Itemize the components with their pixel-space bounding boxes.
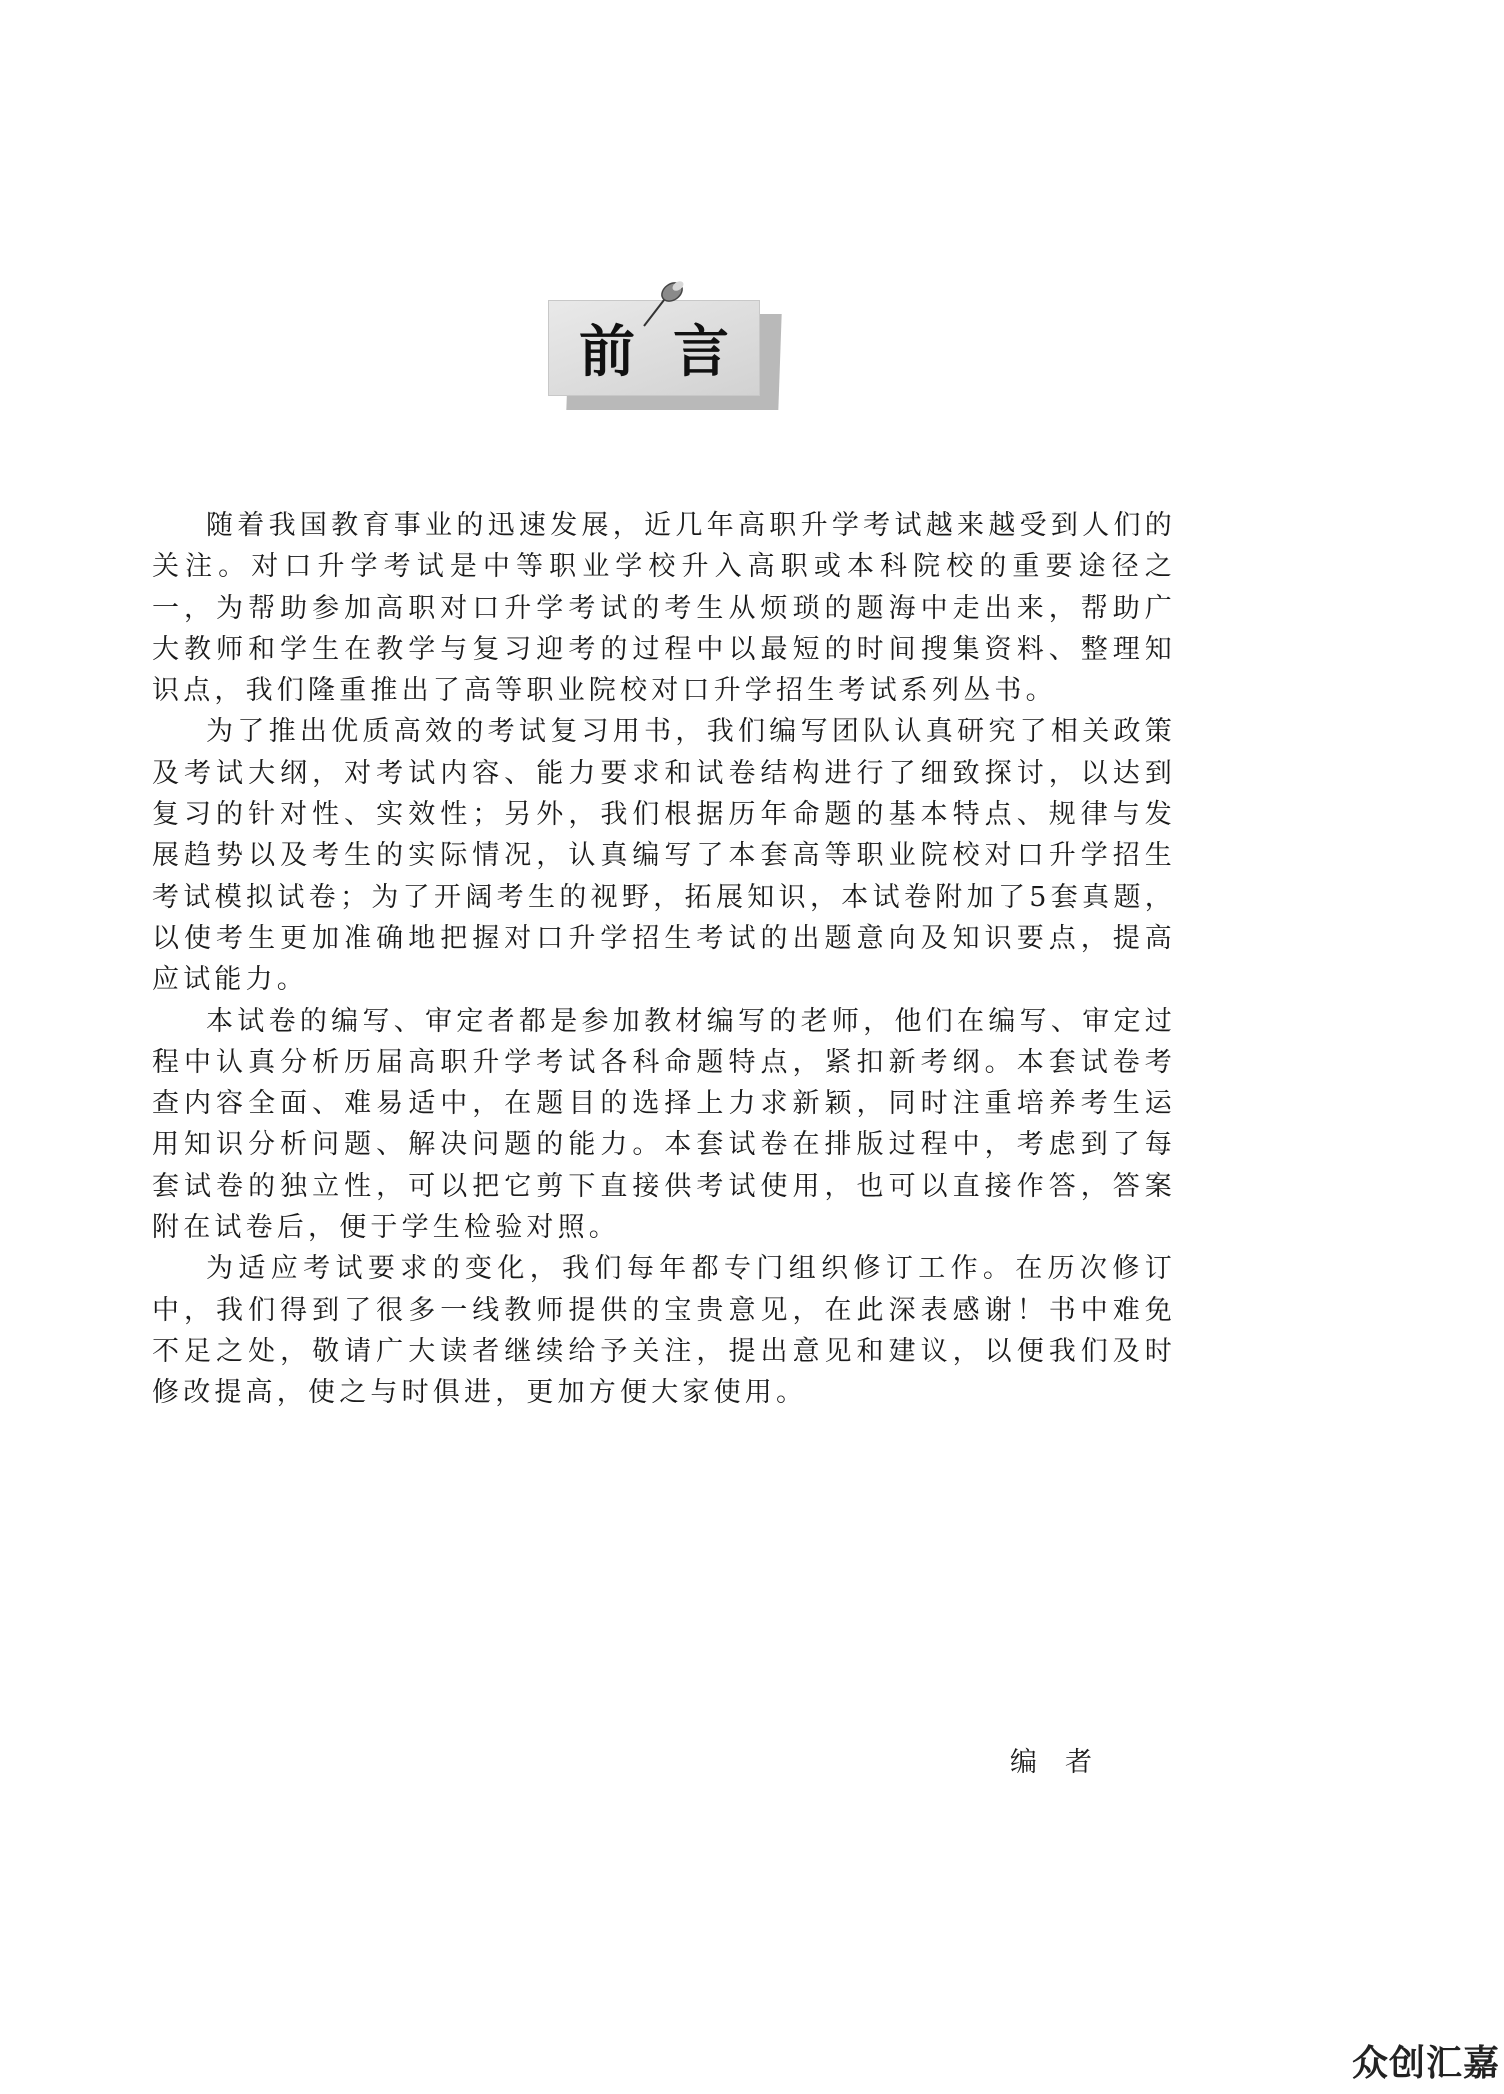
paragraph-2: 为了推出优质高效的考试复习用书，我们编写团队认真研究了相关政策及考试大纲，对考试内容、能力要求和试卷结构进行了细致探讨，以达到复习的针对性、实效性；另外，我们根据历年命题的基本特点、规律与发展趋势以及考生的实际情况，认真编写了本套高等职业院校对口升学招生考试模拟试卷；为了开阔考生的视野，拓展知识，本试卷附加了5套真题，以使考生更加准确地把握对口升学招生考试的出题意向及知识要点，提高应试能力。 [152, 716, 1176, 996]
paragraph-4: 为适应考试要求的变化，我们每年都专门组织修订工作。在历次修订中，我们得到了很多一线教师提供的宝贵意见，在此深表感谢！书中难免不足之处，敬请广大读者继续给予关注，提出意见和建议，以便我们及时修改提高，使之与时俱进，更加方便大家使用。 [152, 1253, 1176, 1409]
title-card [548, 300, 770, 400]
page-title: 前言 [579, 319, 767, 385]
paragraph-1: 随着我国教育事业的迅速发展，近几年高职升学考试越来越受到人们的关注。对口升学考试是中等职业学校升入高职或本科院校的重要途径之一，为帮助参加高职对口升学考试的考生从烦琐的题海中走出来，帮助广大教师和学生在教学与复习迎考的过程中以最短的时间搜集资料、整理知识点，我们隆重推出了高等职业院校对口升学招生考试系列丛书。 [152, 510, 1176, 707]
preface-body [152, 505, 1176, 1414]
paragraph-3: 本试卷的编写、审定者都是参加教材编写的老师，他们在编写、审定过程中认真分析历届高职升学考试各科命题特点，紧扣新考纲。本套试卷考查内容全面、难易适中，在题目的选择上力求新颖，同时注重培养考生运用知识分析问题、解决问题的能力。本套试卷在排版过程中，考虑到了每套试卷的独立性，可以把它剪下直接供考试使用，也可以直接作答，答案附在试卷后，便于学生检验对照。 [152, 1005, 1176, 1244]
signature: 编者 [1010, 1747, 1120, 1778]
pushpin-icon [634, 276, 694, 328]
watermark-logo: 众创汇嘉 [1351, 2043, 1500, 2084]
